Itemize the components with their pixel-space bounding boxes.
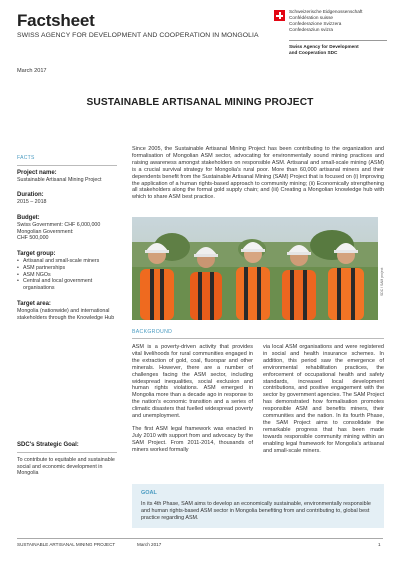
background-column-1 [132,344,253,460]
goal-box [132,484,384,528]
background-heading: BACKGROUND [132,329,173,335]
duration-block: Duration: 2015 – 2018 [17,192,47,206]
intro-paragraph: Since 2005, the Sustainable Artisanal Mining Project has been contributing to the organization and formalisation of Mongolian ASM sector, advocating for environmentally sound mining practices and raising awareness amongst stakeholders on responsible ASM. Artisanal and small-scale mining (ASM) is a crucial survival strategy for Mongolia's rural poor. More than 60,000 artisanal miners and their dependents benefit from the Sustainable Artisanal Mining (SAM) Project that is focused on (i) Improving the application of a human rights-based approach to community mining; (ii) Economically strengthening all stakeholders along the formal gold supply chain; and (iii) Creating a Mongolian knowledge hub with which to share ASM best practice. [132,146,384,201]
list-item: • ASM partnerships [17,265,117,272]
miners-group-photo [132,217,378,320]
background-column-2 [263,344,384,461]
target-group-block: Target group: • Artisanal and small-scale miners • ASM partnerships • ASM NGOs • Central and local government organisations [17,251,117,292]
footer-divider [17,538,383,539]
budget-block: Budget: Swiss Government: CHF 6,000,000 Mongolian Government: CHF 500,000 [17,214,101,242]
publication-date: March 2017 [17,68,47,74]
background-paragraph: The first ASM legal framework was enacted in July 2010 with support from and advocacy by the SAM Project. From 2011-2014, thousands of miners worked formally [132,425,253,453]
project-name-block: Project name: Sustainable Artisanal Mining Project [17,169,102,183]
footer-project-name: SUSTAINABLE ARTISANAL MINING PROJECT [17,542,116,547]
footer-date: March 2017 [137,542,162,547]
facts-divider [17,165,117,166]
factsheet-title: Factsheet [17,11,95,30]
background-divider [132,338,384,339]
background-paragraph: via local ASM organisations and were registered in social and health insurance schemes. In addition, this period saw the emergence of environmental rehabilitation practices, the enforcement of occupational health and safety standards, increased local development contributions, and positive engagement with the sector by government agencies. The SAM Project has demonstrated how formalisation promotes responsible ASM and benefits miners, their communities and the nation. In its fourth Phase, the SAM Project aims to consolidate the remarkable progress that has been made towards responsible community mining within an enabling legal framework for Mongolia's artisanal and small-scale miners. [263,344,384,454]
project-title: SUSTAINABLE ARTISANAL MINING PROJECT [86,97,314,108]
sdc-agency-name: Swiss Agency for Development and Cooperation SDC [289,44,359,55]
logo-divider [289,40,387,41]
goal-text: In its 4th Phase, SAM aims to develop an economically sustainable, environmentally responsible and human rights-based ASM sector in Mongolia benefiting from and contributing to, global best practice regarding ASM. [141,501,371,521]
photo-credit: SDC / SAM project [380,267,384,296]
list-item: • Central and local government organisations [17,278,117,292]
confederation-names: Schweizerische Eidgenossenschaft Confédération suisse Confederazione Svizzera Confederaziun svizra [289,9,363,32]
background-paragraph: ASM is a poverty-driven activity that provides vital livelihoods for rural communities engaged in the extraction of gold, coal, fluorspar and other minerals. However, there are a number of challenges facing the ASM sector, including widespread inequalities, social exclusion and human rights violations. ASM emerged in Mongolia more than a decade ago in response to the nation's economic transition and a series of climatic disasters that fuelled widespread poverty and unemployment. [132,344,253,420]
agency-name: SWISS AGENCY FOR DEVELOPMENT AND COOPERATION IN MONGOLIA [17,32,259,39]
list-item: • Artisanal and small-scale miners [17,258,117,265]
list-item: • ASM NGOs [17,272,117,279]
facts-sidebar [17,155,117,330]
goal-heading: GOAL [141,490,157,496]
strategic-goal-block: SDC's Strategic Goal: To contribute to equitable and sustainable social and economic development in Mongolia [17,442,117,477]
target-group-list [17,258,117,292]
target-area-block: Target area: Mongolia (nationwide) and international stakeholders through the Knowledge Hub [17,300,115,321]
page-number: 1 [378,542,381,547]
facts-heading: FACTS [17,155,35,161]
strategic-goal-divider [17,452,117,453]
swiss-flag-icon [274,10,285,21]
